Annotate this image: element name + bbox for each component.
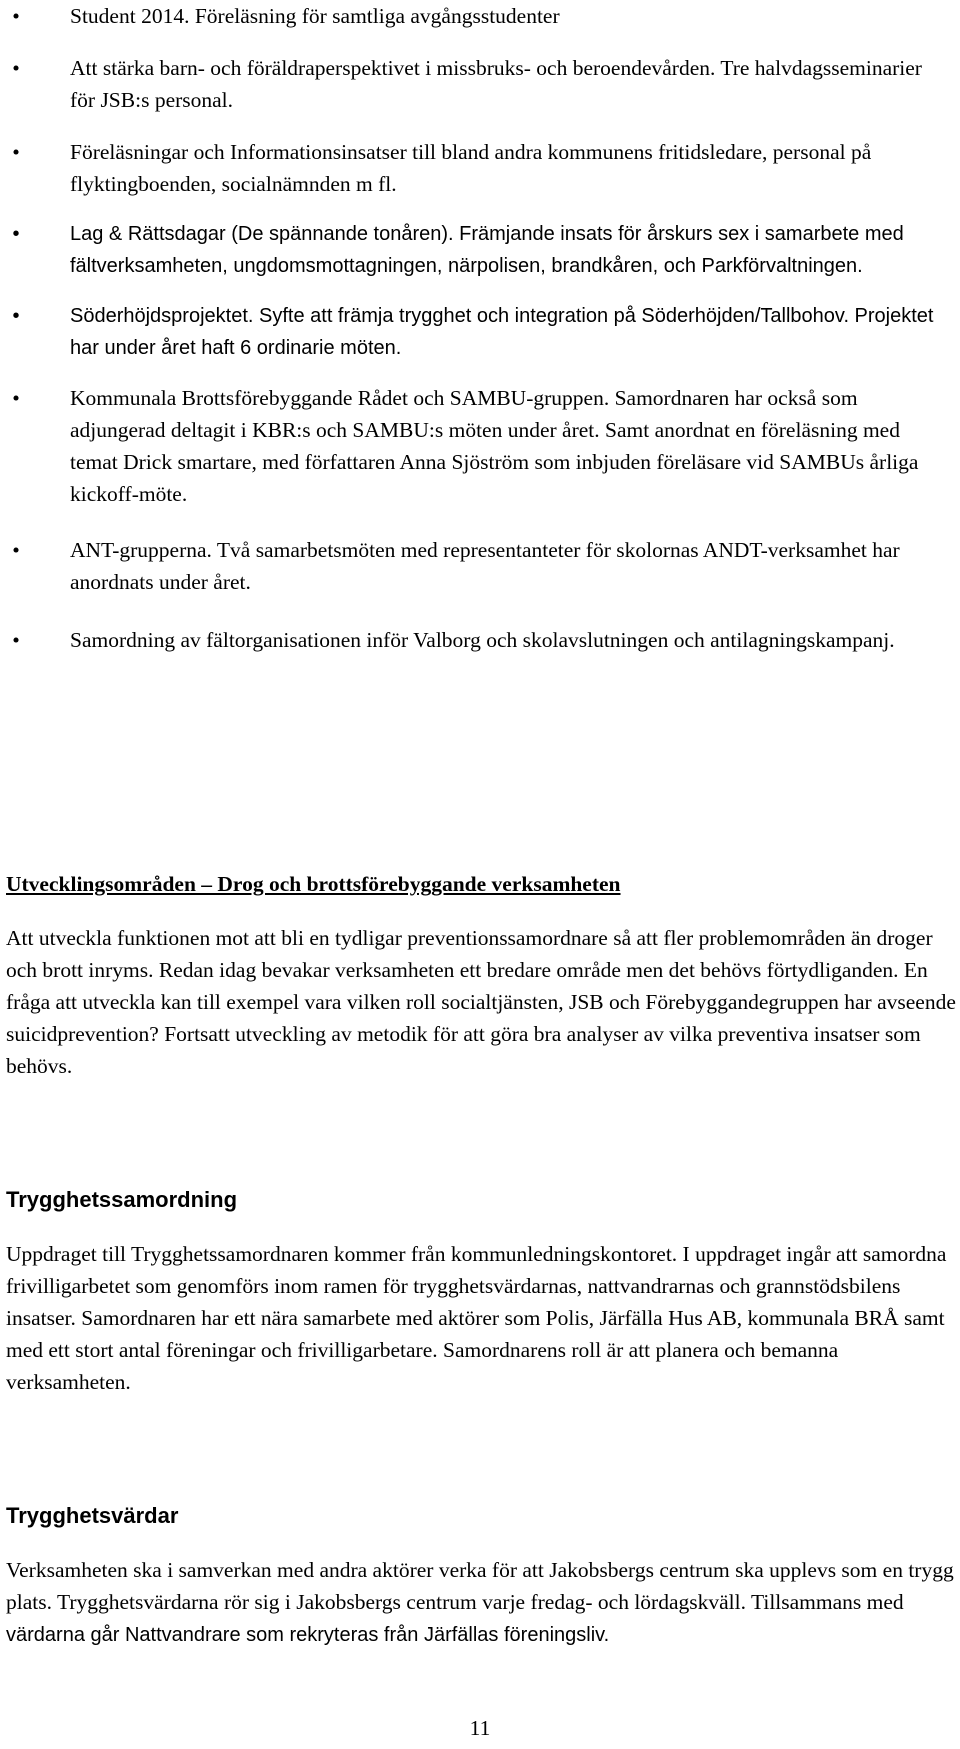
section-heading: Trygghetssamordning: [6, 1187, 238, 1212]
bullet-text: Föreläsningar och Informationsinsatser till bland andra kommunens fritidsledare, personal på flyktingboenden, socialnämnden m fl.: [70, 140, 872, 196]
list-item: [0, 534, 960, 598]
section-heading: Trygghetsvärdar: [6, 1503, 179, 1528]
bullet-text: Lag & Rättsdagar (De spännande tonåren). Främjande insats för årskurs sex i samarbete med fältverksamheten, ungdomsmottagningen, närpolisen, brandkåren, och Parkförvaltningen.: [70, 223, 904, 277]
bullet-text: Söderhöjdsprojektet. Syfte att främja trygghet och integration på Söderhöjden/Tallbohov. Projektet har under året haft 6 ordinarie möten.: [70, 305, 934, 359]
section-body: [6, 1554, 956, 1651]
bullet-icon: •: [12, 628, 20, 652]
bullet-text: Samordning av fältorganisationen inför Valborg och skolavslutningen och antilagningskampanj.: [70, 628, 895, 652]
section-body: Att utveckla funktionen mot att bli en tydligar preventionssamordnare så att fler problemområden än droger och brott inryms. Redan idag bevakar verksamheten ett bredare område men det behövs förtydliganden. En fråga att utveckla kan till exempel vara vilken roll socialtjänsten, JSB och Förebyggandegruppen har avseende suicidprevention? Fortsatt utveckling av metodik för att göra bra analyser av vilka preventiva insatser som behövs.: [6, 926, 956, 1078]
activity-bullet-list: [0, 0, 960, 682]
section-heading: Utvecklingsområden – Drog och brottsförebyggande verksamheten: [6, 872, 621, 896]
bullet-text: ANT-grupperna. Två samarbetsmöten med representanteter för skolornas ANDT-verksamhet har anordnats under året.: [70, 538, 900, 594]
bullet-icon: •: [12, 305, 20, 327]
list-item: [0, 300, 960, 364]
list-item: [0, 0, 960, 32]
bullet-icon: •: [12, 386, 20, 410]
bullet-icon: •: [12, 538, 20, 562]
bullet-icon: •: [12, 4, 20, 28]
bullet-icon: •: [12, 140, 20, 164]
section-utvecklingsomraden: [6, 868, 956, 1082]
section-body-text-sans: värdarna går Nattvandrare som rekryteras från Järfällas föreningsliv.: [6, 1624, 610, 1646]
bullet-icon: •: [12, 56, 20, 80]
list-item: [0, 136, 960, 200]
section-body: Uppdraget till Trygghetssamordnaren kommer från kommunledningskontoret. I uppdraget ingår att samordna frivilligarbetet som genomförs inom ramen för trygghetsvärdarnas, nattvandrarnas och grannstödsbilens insatser. Samordnaren har ett nära samarbete med aktörer som Polis, Järfälla Hus AB, kommunala BRÅ samt med ett stort antal föreningar och frivilligarbetare. Samordnarens roll är att planera och bemanna verksamheten.: [6, 1242, 947, 1394]
section-trygghetssamordning: [6, 1184, 956, 1398]
list-item: [0, 218, 960, 282]
list-item: [0, 382, 960, 510]
bullet-text: Kommunala Brottsförebyggande Rådet och SAMBU-gruppen. Samordnaren har också som adjungerad deltagit i KBR:s och SAMBU:s möten under året. Samt anordnat en föreläsning med temat Drick smartare, med författaren Anna Sjöström som inbjuden föreläsare vid SAMBUs årliga kickoff-möte.: [70, 386, 919, 506]
bullet-text: Att stärka barn- och föräldraperspektivet i missbruks- och beroendevården. Tre halvdagsseminarier för JSB:s personal.: [70, 56, 922, 112]
section-body-text: Verksamheten ska i samverkan med andra aktörer verka för att Jakobsbergs centrum ska upplevs som en trygg plats. Trygghetsvärdarna rör sig i Jakobsbergs centrum varje fredag- och lördagskväll. Tillsammans med: [6, 1558, 954, 1614]
bullet-text: Student 2014. Föreläsning för samtliga avgångsstudenter: [70, 4, 560, 28]
page-number: 11: [469, 1716, 491, 1740]
list-item: [0, 624, 960, 656]
section-trygghetsvardar: [6, 1500, 956, 1651]
bullet-icon: •: [12, 223, 20, 245]
list-item: [0, 52, 960, 116]
